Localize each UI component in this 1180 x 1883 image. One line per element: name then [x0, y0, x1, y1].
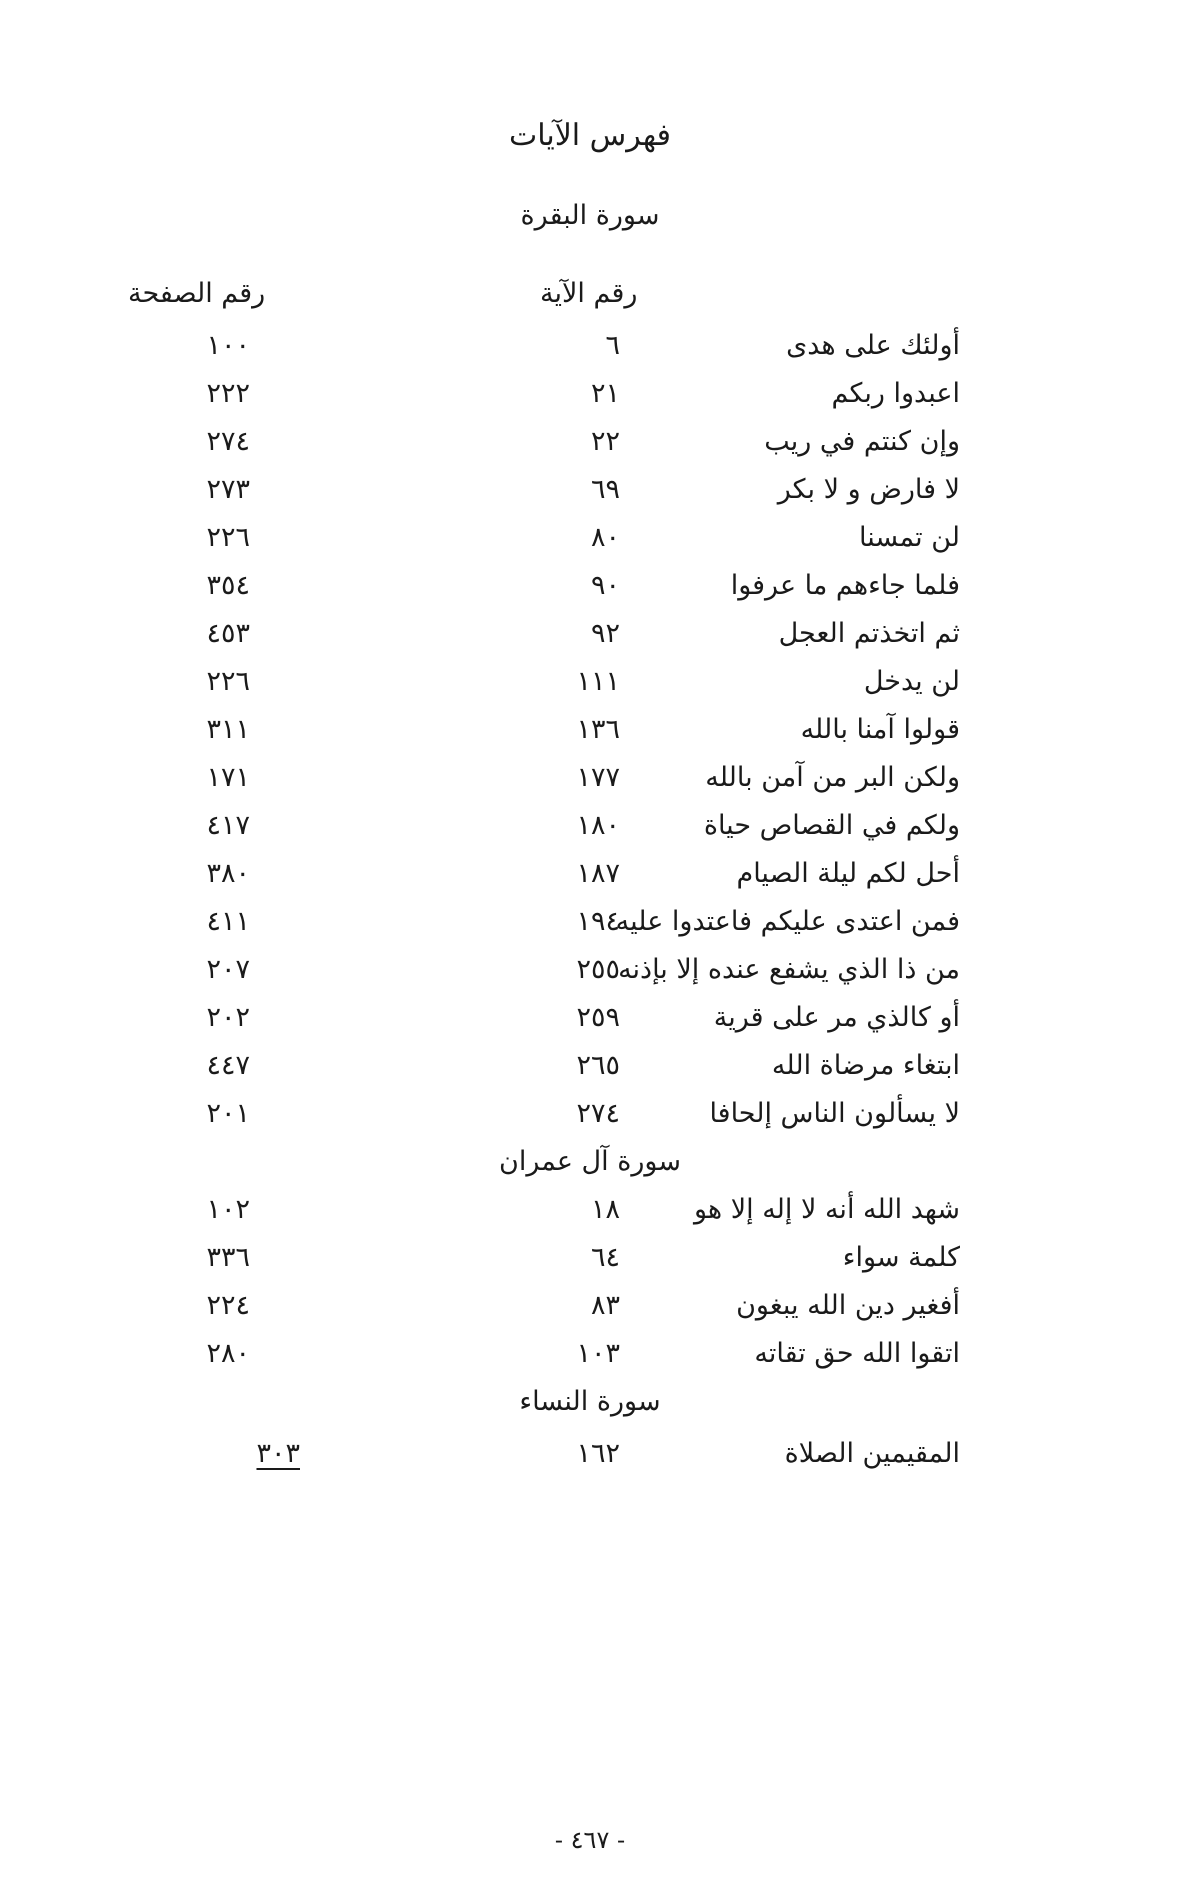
ayah-number: ٩٠: [590, 570, 620, 601]
verse-text: فمن اعتدى عليكم فاعتدوا عليه: [615, 906, 960, 937]
ayah-number: ١٠٣: [576, 1338, 620, 1369]
verse-text: فلما جاءهم ما عرفوا: [730, 570, 960, 601]
table-row: [0, 762, 1180, 810]
ayah-number: ٢٥٩: [576, 1002, 620, 1033]
surah-heading-baqarah: سورة البقرة: [520, 200, 660, 231]
page-number: ٢٢٢: [206, 378, 250, 409]
verse-text: شهد الله أنه لا إله إلا هو: [693, 1194, 960, 1225]
table-row: [0, 714, 1180, 762]
ayah-number: ١٧٧: [576, 762, 620, 793]
ayah-number: ١٨٠: [576, 810, 620, 841]
ayah-number: ٨٣: [590, 1290, 620, 1321]
verse-text: ولكن البر من آمن بالله: [705, 762, 960, 793]
verse-text: أفغير دين الله يبغون: [736, 1290, 960, 1321]
table-row: [0, 1290, 1180, 1338]
verse-text: المقيمين الصلاة: [784, 1438, 960, 1469]
table-row: [0, 426, 1180, 474]
table-row: [0, 858, 1180, 906]
table-row: [0, 570, 1180, 618]
page-number: ٤٥٣: [206, 618, 250, 649]
table-row: [0, 954, 1180, 1002]
table-row: [0, 1194, 1180, 1242]
table-row: [0, 330, 1180, 378]
ayah-number: ١١١: [576, 666, 620, 697]
verse-text: قولوا آمنا بالله: [800, 714, 960, 745]
page-number: ٣٨٠: [206, 858, 250, 889]
ayah-number: ٨٠: [590, 522, 620, 553]
verse-text: لا يسألون الناس إلحافا: [709, 1098, 960, 1129]
ayah-number: ٢١: [590, 378, 620, 409]
page-number: ٢٧٤: [206, 426, 250, 457]
table-row: [0, 618, 1180, 666]
ayah-number: ١٣٦: [576, 714, 620, 745]
ayah-number: ٢٥٥: [576, 954, 620, 985]
page-number: ١٠٢: [206, 1194, 250, 1225]
verse-text: ابتغاء مرضاة الله: [771, 1050, 960, 1081]
ayah-number: ٦٩: [590, 474, 620, 505]
table-row: [0, 522, 1180, 570]
ayah-number: ٦: [605, 330, 620, 361]
page-number: ١٠٠: [206, 330, 250, 361]
surah-heading-al-imran: سورة آل عمران: [499, 1146, 681, 1177]
page-number: ٣٣٦: [206, 1242, 250, 1273]
table-row: [0, 474, 1180, 522]
page-number: ١٧١: [206, 762, 250, 793]
verse-text: ثم اتخذتم العجل: [778, 618, 960, 649]
page-number: ٣٠٣: [256, 1438, 300, 1469]
page-number: ٢٠٧: [206, 954, 250, 985]
ayah-number: ١٨: [590, 1194, 620, 1225]
table-row: [0, 666, 1180, 714]
header-page-number: رقم الصفحة: [128, 278, 266, 309]
table-row: [0, 1338, 1180, 1386]
table-row: [0, 1002, 1180, 1050]
ayah-number: ١٦٢: [576, 1438, 620, 1469]
ayah-number: ٢٢: [590, 426, 620, 457]
ayah-number: ٩٢: [590, 618, 620, 649]
header-ayah-number: رقم الآية: [540, 278, 638, 309]
surah-heading-an-nisa: سورة النساء: [519, 1386, 661, 1417]
page-number: ٤١٧: [206, 810, 250, 841]
page-number: ٢٧٣: [206, 474, 250, 505]
table-row: [0, 1438, 1180, 1486]
page-number: ٣١١: [206, 714, 250, 745]
verse-text: أو كالذي مر على قرية: [713, 1002, 960, 1033]
table-row: [0, 906, 1180, 954]
verse-text: اعبدوا ربكم: [831, 378, 960, 409]
page-number: ٣٥٤: [206, 570, 250, 601]
ayah-number: ٦٤: [590, 1242, 620, 1273]
page-number: ٤١١: [206, 906, 250, 937]
table-row: [0, 810, 1180, 858]
verse-text: أولئك على هدى: [786, 330, 960, 361]
page-title: فهرس الآيات: [508, 118, 672, 153]
ayah-number: ١٩٤: [576, 906, 620, 937]
verse-text: من ذا الذي يشفع عنده إلا بإذنه: [618, 954, 960, 985]
table-row: [0, 1050, 1180, 1098]
ayah-number: ١٨٧: [576, 858, 620, 889]
verse-text: اتقوا الله حق تقاته: [754, 1338, 960, 1369]
table-row: [0, 378, 1180, 426]
page-number: ٤٤٧: [206, 1050, 250, 1081]
page-number: ٢٠٢: [206, 1002, 250, 1033]
verse-text: لا فارض و لا بكر: [777, 474, 960, 505]
verse-text: لن يدخل: [863, 666, 960, 697]
page-number: ٢٠١: [206, 1098, 250, 1129]
ayah-number: ٢٧٤: [576, 1098, 620, 1129]
verse-text: لن تمسنا: [859, 522, 960, 553]
table-row: [0, 1098, 1180, 1146]
page-number: ٢٨٠: [206, 1338, 250, 1369]
page-footer-number: - ٤٦٧ -: [554, 1826, 626, 1854]
page-number: ٢٢٦: [206, 666, 250, 697]
verse-text: وإن كنتم في ريب: [764, 426, 960, 457]
page-number: ٢٢٤: [206, 1290, 250, 1321]
verse-text: أحل لكم ليلة الصيام: [736, 858, 960, 889]
verse-text: كلمة سواء: [842, 1242, 960, 1273]
page-number: ٢٢٦: [206, 522, 250, 553]
table-row: [0, 1242, 1180, 1290]
ayah-number: ٢٦٥: [576, 1050, 620, 1081]
verse-text: ولكم في القصاص حياة: [703, 810, 960, 841]
